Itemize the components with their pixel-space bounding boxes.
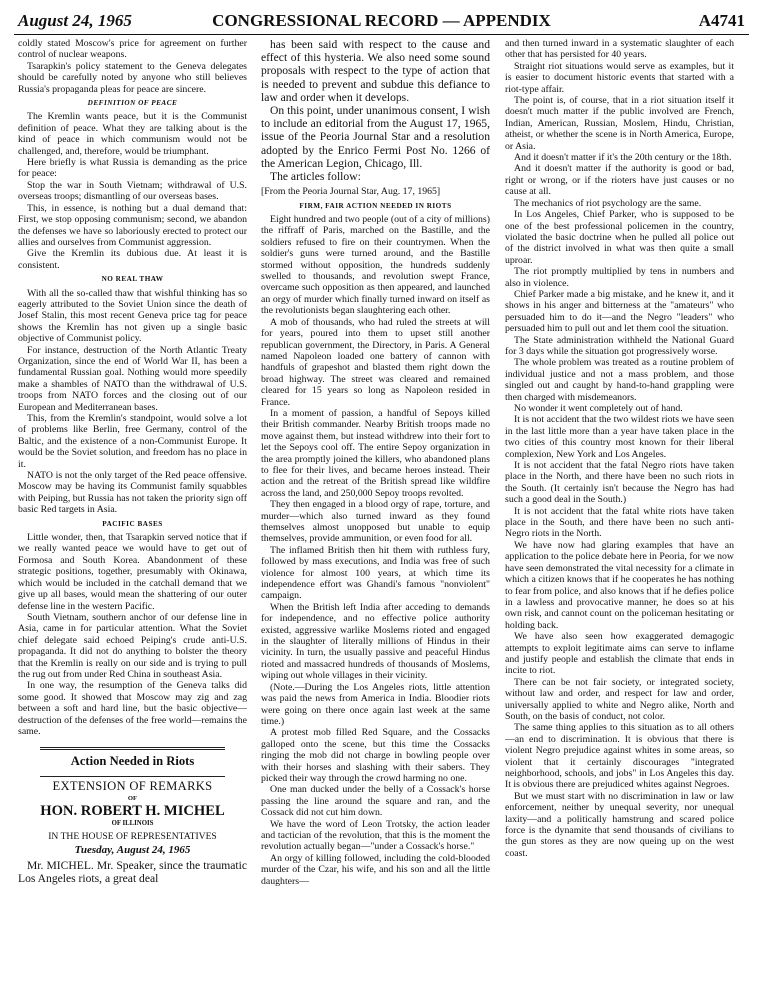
paragraph: (Note.—During the Los Angeles riots, little attention was paid the news from America in India. Bloodier riots were going on there once again last week at the same time.) (261, 681, 490, 727)
paragraph: A protest mob filled Red Square, and the Cossacks galloped onto the scene, but this time the Cossacks ringing the mob did not charge in bowling people over with their horses and slashing with their sabers. They picked their way through the crowd harming no one. (261, 727, 490, 784)
page-header (18, 10, 745, 32)
paragraph: Straight riot situations would serve as examples, but it is easier to document historic events that started with a riot-type affair. (505, 60, 734, 95)
extension-of-remarks-block (18, 747, 247, 856)
section-heading: PACIFIC BASES (102, 519, 163, 528)
paragraph: When the British left India after acceding to demands for independence, and no effective police authority existed, aggressive warlike Moslems rioted and engaged in the slaughter of literally millions of Hindus in their vicinity. In turn, the usually passive and peaceful Hindus rioted and massacred hundreds of thousands of Moslems, wiping out whole villages in their vicinity. (261, 601, 490, 682)
header-date: August 24, 1965 (18, 11, 132, 30)
paragraph: We have the word of Leon Trotsky, the action leader and tactician of the revolution, that this is the moment the revolution actually began—"under a Cossack's horse." (261, 818, 490, 853)
paragraph: The State administration withheld the National Guard for 3 days while the situation got progressively worse. (505, 334, 734, 357)
divider (40, 747, 225, 750)
paragraph: It is not accident that the two wildest riots we have seen in the last little more than a year have taken place in the two cities of this country most known for their liberal complexion, New York and Los Angeles. (505, 414, 734, 460)
paragraph: South Vietnam, southern anchor of our defense line in Asia, came in for particular attention. What the Soviet chief delegate said echoed Peiping's crude anti-U.S. propaganda. It did not do anything to bolster the theory that the Kremlin is really on our side and is trying to pull the rug out from under Red China in southeast Asia. (18, 611, 247, 680)
paragraph: On this point, under unanimous consent, I wish to include an editorial from the August 17, 1965, issue of the Peoria Journal Star and a resolution adopted by the Enrico Fermi Post No. 1266 of the American Legion, Chicago, Ill. (261, 104, 490, 170)
paragraph: Tsarapkin's policy statement to the Geneva delegates should be carefully noted by anyone who still believes Russia's propaganda pleas for peace are sincere. (18, 60, 247, 95)
paragraph: and then turned inward in a systematic slaughter of each other that has persisted for 40 years. (505, 38, 734, 61)
representative-name: HON. ROBERT H. MICHEL (40, 802, 225, 819)
paragraph: This, from the Kremlin's standpoint, would solve a lot of problems like Berlin, free Germany, control of the Baltic, and the existence of a non-Communist Europe. It would be the Soviet solution, and freedom has no place in it. (18, 413, 247, 470)
paragraph: In a moment of passion, a handful of Sepoys killed their British commander. Nearby British troops made no move against them, but instead withdrew into their fort to let the Sepoys cool off. The entire Sepoy organization in the area promptly joined the killers, who abandoned plans to flee for their lives, and became heroes instead. Their action and the retreat of the British spread like wildfire across the land, and 250,000 Sepoy troops revolted. (261, 407, 490, 499)
paragraph: Here briefly is what Russia is demanding as the price for peace: (18, 157, 247, 180)
paragraph: We have also seen how exaggerated demagogic attempts to exploit legitimate aims can serve to inflame and justify people and establish the climate that ends in incite to riot. (505, 631, 734, 677)
paragraph: In one way, the resumption of the Geneva talks did some good. It showed that Moscow may zig and zag between a soft and hard line, but the basic objective—destruction of the defenses of the free world—remains the same. (18, 680, 247, 737)
section-heading: NO REAL THAW (101, 275, 164, 284)
paragraph: The same thing applies to this situation as to all others—an end to discrimination. It is obvious that there is violent Negro prejudice against whites in some areas, so violent that it certainly discourages "integrated neighborhood, schools, and jobs" in Los Angeles this day. It is obvious there are prejudiced whites against Negroes. (505, 722, 734, 791)
paragraph: No wonder it went completely out of hand. (514, 403, 683, 414)
citation: [From the Peoria Journal Star, Aug. 17, 1965] (261, 186, 441, 198)
paragraph: The point is, of course, that in a riot situation itself it doesn't much matter if the public involved are French, Indian, American, Russian, Moslem, Hindu, Christian, atheist, or whether the scene is in North America, Europe, or Asia. (505, 95, 734, 152)
column-2 (261, 38, 490, 978)
paragraph: The whole problem was treated as a routine problem of individual justice and not a mass problem, and those singled out and caught by hand-to-hand grappling were then charged with misdemeanors. (505, 357, 734, 403)
paragraph: Mr. MICHEL. Mr. Speaker, since the traumatic Los Angeles riots, a great deal (18, 859, 247, 886)
paragraph: In Los Angeles, Chief Parker, who is supposed to be one of the best professional policemen in the country, violated the basic doctrine when he pulled all police out of the district involved in what was then quite a small uproar. (505, 209, 734, 266)
paragraph: The articles follow: (270, 170, 361, 184)
paragraph: An orgy of killing followed, including the cold-blooded murder of the Czar, his wife, and his son and all the little daughters— (261, 852, 490, 887)
paragraph: has been said with respect to the cause and effect of this hysteria. We also need some sound proposals with respect to the type of action that is needed to prevent and subdue this defiance to law and order when it develops. (261, 38, 490, 104)
paragraph: One man ducked under the belly of a Cossack's horse passing the line around the square and ran, and the Cossack did not cut him down. (261, 784, 490, 819)
paragraph: The mechanics of riot psychology are the same. (514, 197, 702, 209)
extension-heading: EXTENSION OF REMARKS (52, 778, 213, 793)
paragraph: coldly stated Moscow's price for agreement on further control of nuclear weapons. (18, 38, 247, 61)
paragraph: With all the so-called thaw that wishful thinking has so eagerly attributed to the Soviet Union since the death of Josef Stalin, this most recent Geneva price tag for peace shows the Kremlin has not given up a single basic objective of Communist policy. (18, 287, 247, 345)
paragraph: There can be not fair society, or integrated society, without law and order, and respect for law and order, universally applied to white and Negro alike, North and South, on the basis of conduct, not color. (505, 676, 734, 722)
column-3 (505, 38, 734, 978)
paragraph: And it doesn't matter if it's the 20th century or the 18th. (514, 152, 732, 164)
column-1 (18, 38, 247, 978)
paragraph: This, in essence, is nothing but a dual demand that: First, we stop opposing communism; second, we abandon the defenses we have so laboriously erected to protect our allies and ourselves from Communist aggression. (18, 202, 247, 248)
paragraph: A mob of thousands, who had ruled the streets at will for years, poured into them to upset still another republican government, the Directory, in Paris. A General named Napoleon loaded one battery of cannon with handfuls of grapeshot and blasted them right down the broad highway. The street was cleared and remained cleared for 15 years so long as Napoleon resided in France. (261, 316, 490, 408)
paragraph: Little wonder, then, that Tsarapkin served notice that if we really wanted peace we would have to get out of Formosa and South Korea. Abandonment of these strategic positions, together, presumably with Okinawa, which would be included in the catchall demand that we give up all bases, would mean the shattering of our outer defense line in the western Pacific. (18, 532, 247, 612)
section-heading: DEFINITION OF PEACE (87, 99, 178, 108)
paragraph: Chief Parker made a big mistake, and he knew it, and it shows in his anger and bitterness at the "amateurs" who persuaded him to do it—and the Negro "leaders" who persuaded him to pull out and let them cool the situation. (505, 288, 734, 335)
header-page-number: A4741 (698, 11, 745, 30)
state-label: OF ILLINOIS (111, 820, 154, 827)
paragraph: The Kremlin wants peace, but it is the Communist definition of peace. What they are talking about is the kind of peace in which communism would not be challenged, and, therefore, would be triumphant. (18, 111, 247, 157)
paragraph: It is not accident that the fatal white riots have taken place in the South, and there have been no such anti-Negro riots in the North. (505, 505, 734, 540)
paragraph: The inflamed British then hit them with ruthless fury, followed by mass executions, and India was free of such violence for almost 100 years, at which time its independence effort was Ghandi's famous "nonviolent" campaign. (261, 544, 490, 602)
paragraph: We have now had glaring examples that have an application to the police debate here in Peoria, for we now have seen demonstrated the vital necessity for a climate in which a citizen knows that if he cooperates he has nothing to fear from police, and also knows that if he defies police in a lawless and provocative manner, he does so at his own risk, and cannot count on the policeman hesitating or holding back. (505, 539, 734, 631)
paragraph: They then engaged in a blood orgy of rape, torture, and murder—which also turned inward as they found themselves almost unopposed but unable to equip themselves, provide ammunition, or even food for all. (261, 499, 490, 545)
remarks-date: Tuesday, August 24, 1965 (74, 843, 191, 856)
header-rule (14, 34, 749, 35)
paragraph: But we must start with no discrimination in law or law enforcement, neither by unequal severity, nor unequal laxity—and a politically hamstrung and scared police force is the dynamite that send thousands of civilians to the gun stores as they are now queing up on the west coast. (505, 790, 734, 859)
paragraph: And it doesn't matter if the authority is good or bad, right or wrong, or if the rioters have just causes or no cause at all. (505, 163, 734, 198)
section-heading: FIRM, FAIR ACTION NEEDED IN RIOTS (299, 201, 452, 210)
article-title: Action Needed in Riots (70, 754, 195, 769)
paragraph: The riot promptly multiplied by tens in numbers and also in violence. (505, 266, 734, 289)
paragraph: NATO is not the only target of the Red peace offensive. Moscow may be having its Communist family squabbles with Peiping, but Russia has not taken the priority sign off basic Red targets in Asia. (18, 470, 247, 516)
paragraph: For instance, destruction of the North Atlantic Treaty Organization, since the end of World War II, has been a fundamental Russian goal. Nothing would more speedily make a shambles of NATO than the withdrawal of U.S. troops from NATO forces and the closing out of our European and Mediterranean bases. (18, 344, 247, 413)
chamber-label: IN THE HOUSE OF REPRESENTATIVES (48, 831, 217, 843)
header-title: CONGRESSIONAL RECORD — APPENDIX (212, 11, 551, 30)
paragraph: Stop the war in South Vietnam; withdrawal of U.S. overseas troops; dismantling of our overseas bases. (18, 179, 247, 203)
paragraph: Eight hundred and two people (out of a city of millions) the riffraff of Paris, marched on the Bastille, and the soldiers refused to fire on their countrymen. When the soldier's guns were turned around, and the Bastille stormed without opposition, the hundreds suddenly swelled to thousands, and revolution swept France, overcame such opposition as then appeared, and launched an orgy of murder which finally turned inward on itself as the revolutionists began slaughtering each other. (261, 214, 490, 317)
of-label: OF (127, 795, 138, 803)
paragraph: It is not accident that the fatal Negro riots have taken place in the North, and there have been no such riots in the South. (It certainly isn't because the Negro has had such a good deal in the South.) (505, 460, 734, 506)
paragraph: Give the Kremlin its dubious due. At least it is consistent. (18, 248, 247, 271)
divider (40, 776, 225, 777)
